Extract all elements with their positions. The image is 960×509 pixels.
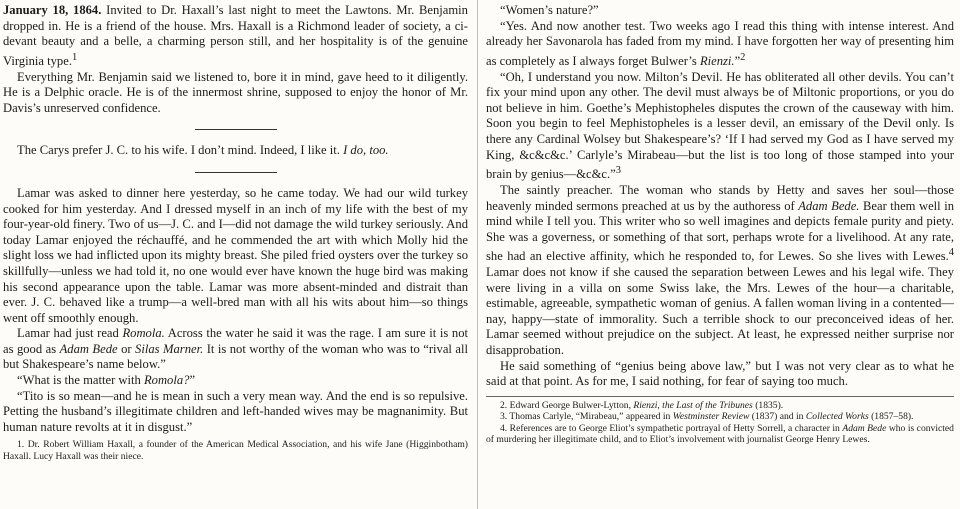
paragraph-romola: Lamar had just read Romola. Across the water he said it was the rage. I am sure it is not as good as Adam Bede or Silas Marner. It is not worthy of the woman who was to “rival all but Shakespeare’s name below.” bbox=[3, 326, 468, 372]
paragraph-womens-nature: “Women’s nature?” bbox=[500, 3, 599, 17]
paragraph-another-test: “Yes. And now another test. Two weeks ago I read this thing with intense interest. And already her Savonarola has faded from my mind. I have forgotten her way of presenting him as completely as I always forget Bulwer’s Rienzi.”$^2$ bbox=[486, 18, 954, 68]
paragraph-tito: “Tito is so mean—and he is mean in such a very mean way. And the end is so repulsive. Petting the husband’s illegitimate children and left-handed wives may be magnanimity. But human nature revolts at it in disgust.” bbox=[3, 388, 468, 434]
paragraph-carys: The Carys prefer J. C. to his wife. I don’t mind. Indeed, I like it. I do, too. bbox=[17, 143, 389, 158]
footnote-ref-1[interactable]: 1 bbox=[71, 51, 78, 63]
paragraph-saintly-preacher: The saintly preacher. The woman who stands by Hetty and saves her soul—those heavenly minded sermons preached at us by the authoress of Adam Bede. Bear them well in mind while I tell you. This writer who so well imagines and depicts female purity and piety. She was a governess, or something of that sort, perhaps wrote for a livelihood. At any rate, she had an elective affinity, which he responded to, for Lewes. So she lives with Lewes.$^4$ Lamar does not know if she caused the separation between Lewes and his legal wife. They were living in a villa on some Swiss lake, the Mrs. Lewes of the hour—a charitable, estimable, agreeable, sympathetic woman of genius. A fallen woman living in a contented—nay, happy—state of immorality. Such a terrible shock to our preconceived ideas of her. Lamar seemed without prejudice on the subject. At least, he expressed neither surprise nor disapprobation. bbox=[486, 182, 954, 358]
paragraph-miltons-devil: “Oh, I understand you now. Milton’s Devil. He has obliterated all other devils. You can’t fix your mind upon any other. The devil must always be of Miltonic proportions, or you do not believe in him. Goethe’s Mephistopheles disputes the crown of the causeway with him. Soon you begin to feel Mephistopheles is a lesser devil, an emissary of the Devil only. Is there any Cardinal Wolsey but Shakespeare’s? ‘If I had served my God as I have served my King, &c&c&c.’ Carlyle’s Mirabeau—but the list is too long of those stamped into your brain by genius—&c&c.”$^3$ bbox=[486, 69, 954, 182]
section-rule bbox=[195, 129, 277, 130]
entry-paragraph-haxall: January 18, 1864. Invited to Dr. Haxall’s last night to meet the Lawtons. Mr. Benjamin dropped in. He is a friend of the house. Mrs. Haxall is a Richmond leader of society, a ci-devant beauty and a belle, a charming person still, and her hospitality is of the genuine Virginia type.$^1$ bbox=[3, 3, 468, 68]
entry-date: January 18, 1864. bbox=[3, 3, 102, 17]
paragraph-genius-above-law: He said something of “genius being above law,” but I was not very clear as to what he said at that point. As for me, I said nothing, for fear of saying too much. bbox=[486, 358, 954, 389]
footnote-4: 4. References are to George Eliot’s sympathetic portrayal of Hetty Sorrell, a character in Adam Bede who is convicted of murdering her illegitimate child, and to Eliot’s involvement with journalist George Henry Lewes. bbox=[486, 422, 954, 446]
left-column bbox=[3, 3, 468, 462]
left-footnotes bbox=[3, 439, 468, 462]
section-rule bbox=[195, 172, 277, 173]
footnote-ref-4[interactable]: 4 bbox=[948, 247, 954, 259]
paragraph-benjamin: Everything Mr. Benjamin said we listened to, bore it in mind, gave heed to it diligently. He is a Delphic oracle. He is of the innermost shrine, supposed to enjoy the honor of Mr. Davis’s unreserved confidence. bbox=[3, 69, 468, 115]
right-footnotes bbox=[486, 396, 954, 446]
column-divider bbox=[477, 0, 478, 509]
footnote-2: 2. Edward George Bulwer-Lytton, Rienzi, the Last of the Tribunes (1835). bbox=[500, 399, 784, 411]
footnote-1: 1. Dr. Robert William Haxall, a founder of the American Medical Association, and his wife Jane (Higginbotham) Haxall. Lucy Haxall was their niece. bbox=[3, 439, 468, 462]
footnote-ref-3[interactable]: 3 bbox=[615, 165, 622, 177]
paragraph-lamar-dinner: Lamar was asked to dinner here yesterday, so he came today. We had our wild turkey cooked for him yesterday. And I dressed myself in an inch of my life with the best of my four-year-old finery. Two of us—J. C. and I—did not damage the wild turkey seriously. And today Lamar enjoyed the réchauffé, and he commended the art with which Molly hid the slight loss we had inflicted upon its mighty breast. She piled fried oysters over the turkey so skillfully—unless we had told it, no one would ever have known the huge bird was making his second appearance upon the table. Lamar was more absent-minded and distrait than ever. J. C. behaved like a trump—a well-bred man with all his wits about him—so things went off smoothly enough. bbox=[3, 185, 468, 325]
footnote-ref-2[interactable]: 2 bbox=[740, 51, 746, 63]
footnote-3: 3. Thomas Carlyle, “Mirabeau,” appeared in Westminster Review (1837) and in Collected Works (1857–58). bbox=[500, 411, 914, 423]
paragraph-romola-question: “What is the matter with Romola?” bbox=[17, 373, 196, 388]
right-column bbox=[486, 3, 954, 445]
